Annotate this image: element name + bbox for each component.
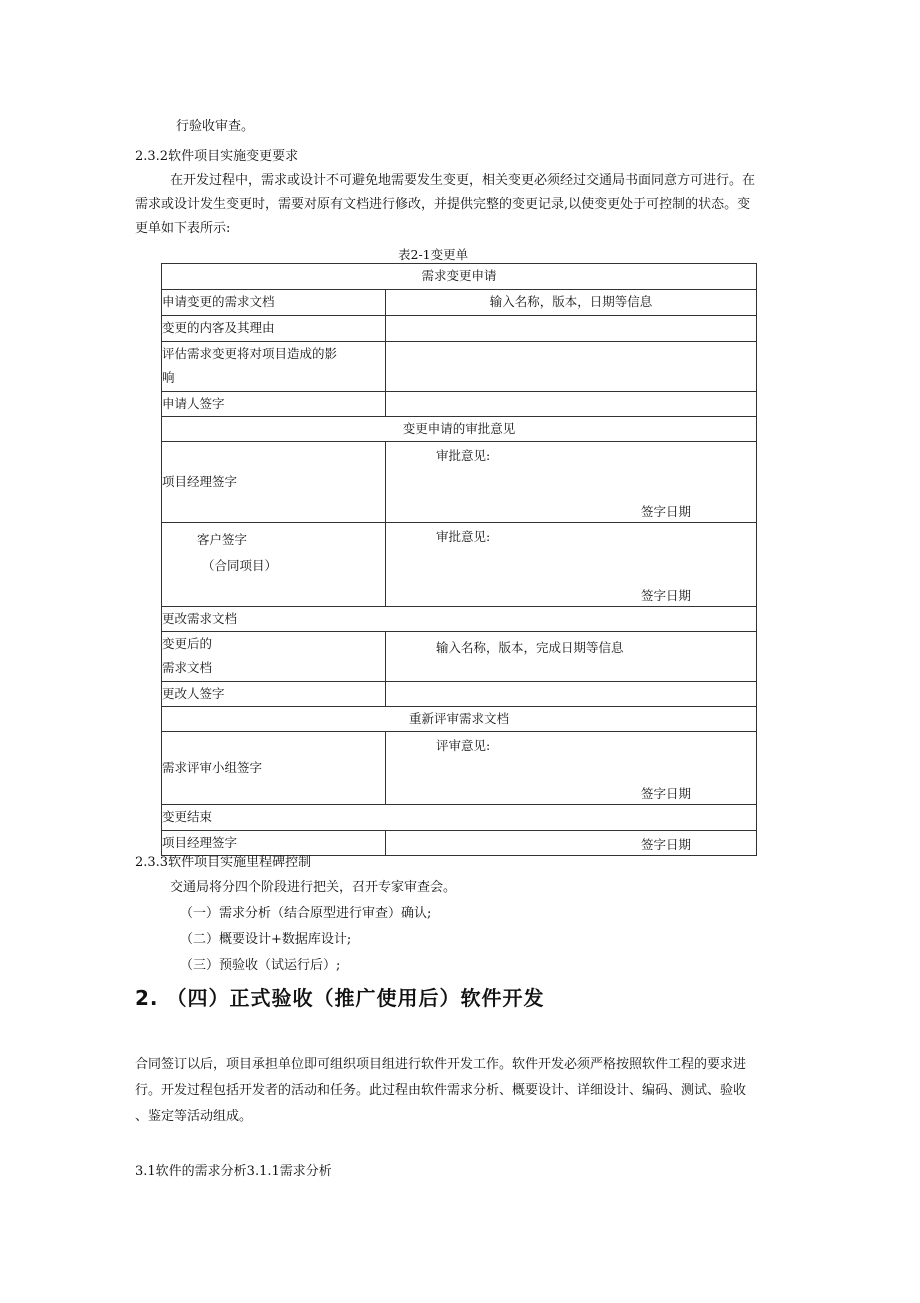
form-label xyxy=(162,805,757,831)
section-heading-3-1: 3.1软件的需求分析3.1.1需求分析 xyxy=(135,1164,332,1179)
form-label xyxy=(162,392,386,417)
label-text: 客户签字 xyxy=(197,532,248,547)
label-text: 申请变更的需求文档 xyxy=(162,294,275,309)
label-text: 变更的内客及其理由 xyxy=(162,320,275,335)
form-label xyxy=(162,607,757,632)
form-label xyxy=(162,682,386,707)
label-text: 更改需求文档 xyxy=(162,611,238,626)
section-title-text: 重新评审需求文档 xyxy=(409,711,510,726)
continuation-line: 行验收审查。 xyxy=(176,119,255,134)
list-item: （一）需求分析（结合原型进行审查）确认; xyxy=(180,906,432,921)
label-text: 申请人签字 xyxy=(162,396,225,411)
form-value[interactable] xyxy=(386,442,757,523)
form-label xyxy=(162,523,386,607)
section-title xyxy=(162,417,757,442)
form-value[interactable] xyxy=(386,392,757,417)
section-title xyxy=(162,264,757,290)
paragraph-line: 合同签订以后，项目承担单位即可组织项目组进行软件开发工作。软件开发必须严格按照软件工程的要求进 xyxy=(135,1057,747,1072)
change-request-form xyxy=(161,263,757,856)
form-label xyxy=(162,316,386,342)
form-value[interactable] xyxy=(386,316,757,342)
opinion-label: 审批意见: xyxy=(436,448,491,463)
form-label xyxy=(162,290,386,316)
opinion-label: 审批意见: xyxy=(436,529,491,544)
label-text: 响 xyxy=(162,370,175,385)
label-text: 需求评审小组签字 xyxy=(162,760,263,775)
form-value[interactable] xyxy=(386,523,757,607)
form-value[interactable] xyxy=(386,632,757,682)
section-title xyxy=(162,707,757,732)
label-text: 更改人签字 xyxy=(162,686,225,701)
paragraph-line: 更单如下表所示: xyxy=(135,221,231,236)
label-text: 变更结束 xyxy=(162,809,213,824)
table-caption: 表2-1变更单 xyxy=(398,247,469,262)
section-heading-2-3-2: 2.3.2软件项目实施变更要求 xyxy=(135,149,299,164)
form-label xyxy=(162,831,386,856)
list-item: （二）概要设计+数据库设计; xyxy=(180,932,352,947)
sign-date-label: 签字日期 xyxy=(641,786,692,801)
list-item: （三）预验收（试运行后）; xyxy=(180,958,341,973)
label-text: 变更后的 xyxy=(162,636,213,651)
label-text: 需求文档 xyxy=(162,660,213,675)
paragraph-line: 行。开发过程包括开发者的活动和任务。此过程由软件需求分析、概要设计、详细设计、编码、测试、验收 xyxy=(135,1083,747,1098)
paragraph-line: 、鉴定等活动组成。 xyxy=(135,1109,253,1124)
paragraph-line: 在开发过程中，需求或设计不可避免地需要发生变更，相关变更必须经过交通局书面同意方可进行。在 xyxy=(170,173,756,188)
form-value[interactable] xyxy=(386,732,757,805)
paragraph-line: 交通局将分四个阶段进行把关，召开专家审查会。 xyxy=(170,880,457,895)
form-value[interactable] xyxy=(386,290,757,316)
section-title-text: 变更申请的审批意见 xyxy=(402,421,516,436)
form-label xyxy=(162,342,386,392)
form-value[interactable] xyxy=(386,682,757,707)
heading-level-2: 2. （四）正式验收（推广使用后）软件开发 xyxy=(135,986,545,1010)
form-value[interactable] xyxy=(386,342,757,392)
form-label xyxy=(162,442,386,523)
label-text: 项目经理签字 xyxy=(162,474,238,489)
sign-date-label: 签字日期 xyxy=(641,504,692,519)
value-text: 输入名称，版本，完成日期等信息 xyxy=(436,640,624,655)
sign-date-label: 签字日期 xyxy=(641,588,692,603)
form-label xyxy=(162,632,386,682)
label-text: 项目经理签字 xyxy=(162,835,238,850)
section-heading-2-3-3: 2.3.3软件项目实施里程碑控制 xyxy=(135,855,312,870)
section-title-text: 需求变更申请 xyxy=(421,268,497,283)
label-text: 评估需求变更将对项目造成的影 xyxy=(162,346,338,361)
form-label xyxy=(162,732,386,805)
sign-date-label: 签字日期 xyxy=(641,837,692,852)
form-value[interactable] xyxy=(386,831,757,856)
paragraph-line: 需求或设计发生变更时，需要对原有文档进行修改，并提供完整的变更记录,以使变更处于可控制的状态。变 xyxy=(135,197,751,212)
value-text: 输入名称，版本，日期等信息 xyxy=(489,294,653,309)
opinion-label: 评审意见: xyxy=(436,738,491,753)
label-text: （合同项目） xyxy=(202,558,278,573)
